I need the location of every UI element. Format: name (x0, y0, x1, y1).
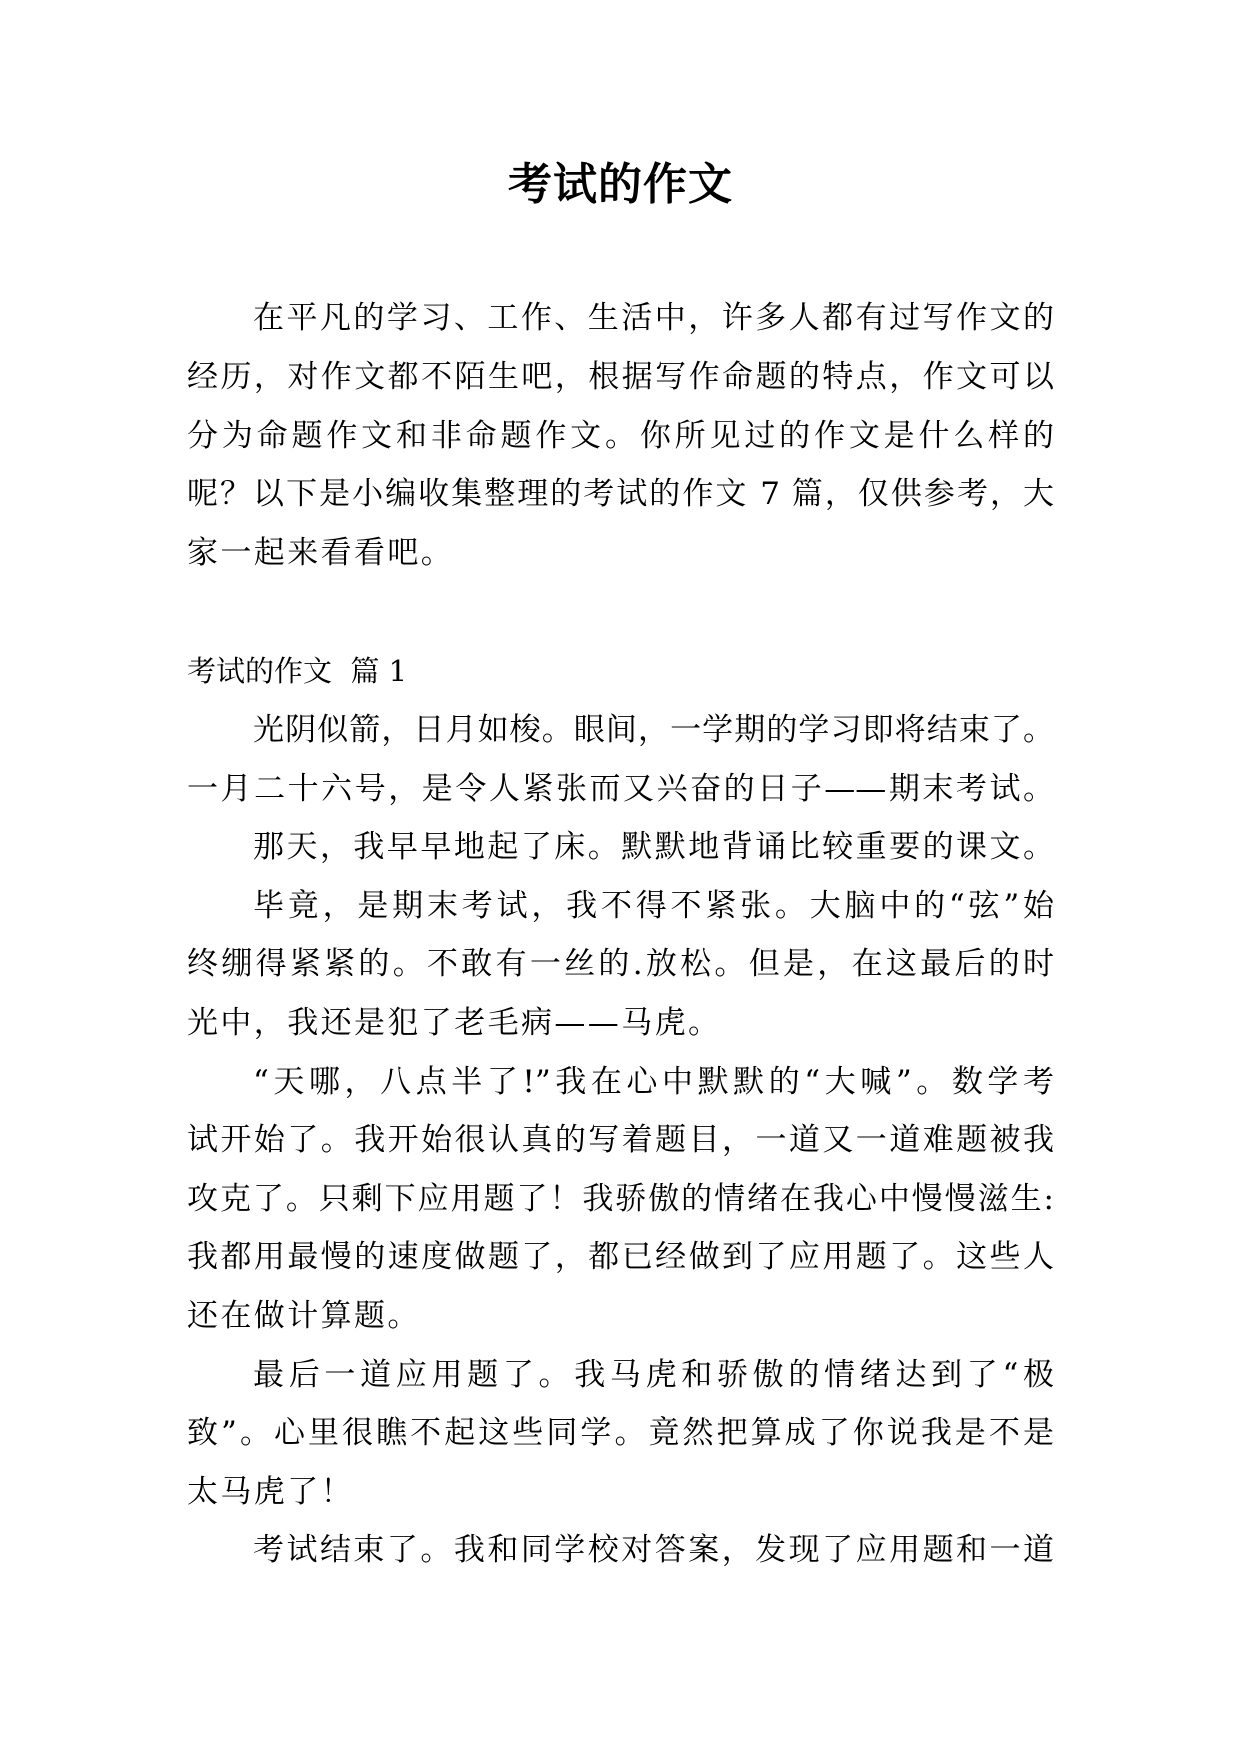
paragraph-line: 最后一道应用题了。我马虎和骄傲的情绪达到了“极 (253, 1357, 1054, 1393)
paragraph-line: 那天，我早早地起了床。默默地背诵比较重要的课文。 (253, 829, 1054, 865)
paragraph-line: 经历，对作文都不陌生吧，根据写作命题的特点，作文可以 (187, 359, 1054, 395)
paragraph-line: 攻克了。只剩下应用题了！我骄傲的情绪在我心中慢慢滋生: (187, 1181, 1054, 1217)
paragraph-line: 光阴似箭，日月如梭。眼间，一学期的学习即将结束了。 (253, 712, 1054, 748)
paragraph-line: 光中，我还是犯了老毛病——马虎。 (187, 1005, 722, 1041)
paragraph-line: 致”。心里很瞧不起这些同学。竟然把算成了你说我是不是 (187, 1415, 1054, 1451)
paragraph-line: 分为命题作文和非命题作文。你所见过的作文是什么样的 (187, 418, 1054, 454)
paragraph-line: “天哪，八点半了!”我在心中默默的“大喊”。数学考 (253, 1064, 1054, 1100)
document-title: 考试的作文 (508, 159, 733, 210)
paragraph-line: 考试结束了。我和同学校对答案，发现了应用题和一道 (253, 1532, 1054, 1568)
paragraph-line: 太马虎了！ (187, 1474, 354, 1510)
section-heading: 考试的作文 篇 1 (187, 654, 408, 688)
paragraph-line: 试开始了。我开始很认真的写着题目，一道又一道难题被我 (187, 1122, 1054, 1158)
paragraph-line: 在平凡的学习、工作、生活中，许多人都有过写作文的 (253, 300, 1054, 336)
paragraph-line: 终绷得紧紧的。不敢有一丝的.放松。但是，在这最后的时 (187, 946, 1054, 982)
paragraph-line: 还在做计算题。 (187, 1298, 421, 1334)
paragraph-line: 我都用最慢的速度做题了，都已经做到了应用题了。这些人 (187, 1239, 1054, 1275)
paragraph-line: 呢？以下是小编收集整理的考试的作文 7 篇，仅供参考，大 (187, 476, 1054, 512)
paragraph-line: 一月二十六号，是令人紧张而又兴奋的日子——期末考试。 (187, 771, 1054, 807)
paragraph-line: 家一起来看看吧。 (187, 535, 455, 571)
paragraph-line: 毕竟，是期末考试，我不得不紧张。大脑中的“弦”始 (253, 888, 1054, 924)
